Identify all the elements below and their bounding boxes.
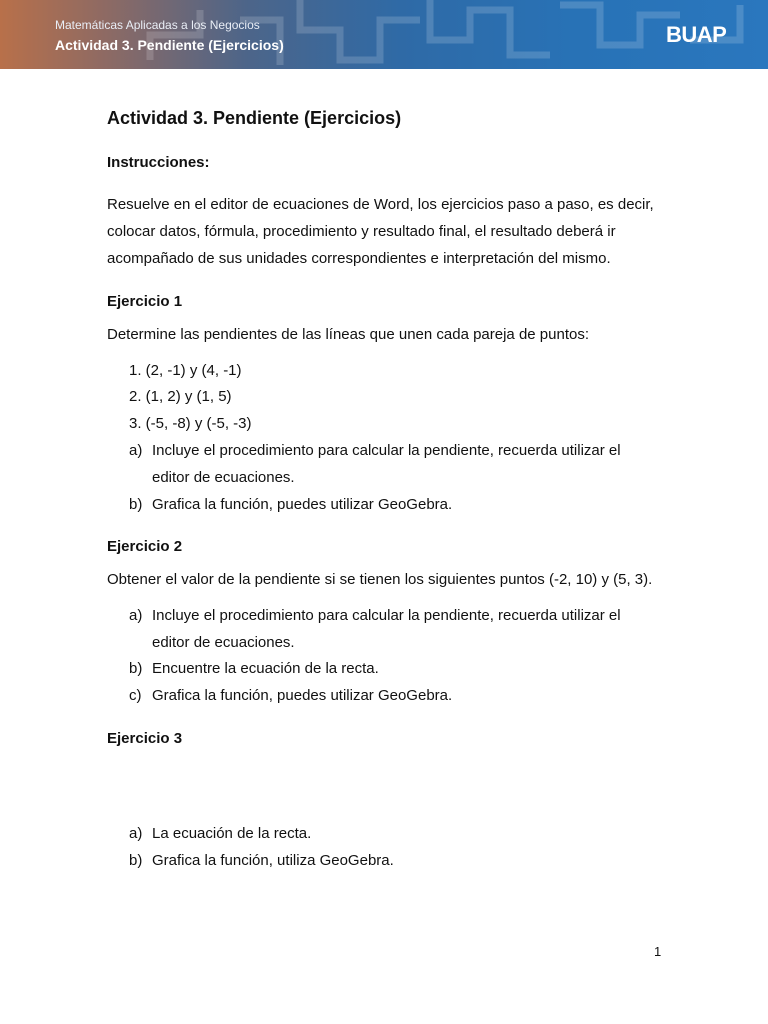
exercise-2-statement: Obtener el valor de la pendiente si se tienen los siguientes puntos (-2, 10) y (5, 3).	[107, 571, 653, 588]
list-marker: a)	[129, 825, 143, 842]
list-marker: b)	[129, 852, 143, 869]
list-item-text: Incluye el procedimiento para calcular la pendiente, recuerda utilizar el	[152, 442, 621, 459]
list-item-text-continued: editor de ecuaciones.	[152, 634, 295, 651]
list-marker: a)	[129, 442, 143, 459]
instructions-line-1: Resuelve en el editor de ecuaciones de Word, los ejercicios paso a paso, es decir,	[107, 196, 654, 213]
list-marker: a)	[129, 607, 143, 624]
list-item-text: Grafica la función, puedes utilizar GeoGebra.	[152, 687, 453, 704]
list-item-text: Incluye el procedimiento para calcular la pendiente, recuerda utilizar el	[152, 607, 621, 624]
list-item-text: Grafica la función, puedes utilizar GeoGebra.	[152, 496, 453, 513]
header-activity-title: Actividad 3. Pendiente (Ejercicios)	[55, 37, 284, 53]
point-pair-3: 3. (-5, -8) y (-5, -3)	[129, 415, 252, 432]
exercise-1-heading: Ejercicio 1	[107, 293, 183, 310]
list-item-text: La ecuación de la recta.	[152, 825, 312, 842]
list-marker: b)	[129, 660, 143, 677]
list-item-text-continued: editor de ecuaciones.	[152, 469, 295, 486]
list-marker: b)	[129, 496, 143, 513]
page-number: 1	[654, 944, 662, 959]
maze-pattern-decoration	[0, 0, 768, 69]
document-header-banner	[0, 0, 768, 69]
exercise-3-heading: Ejercicio 3	[107, 730, 183, 747]
point-pair-1: 1. (2, -1) y (4, -1)	[129, 362, 242, 379]
list-item-text: Encuentre la ecuación de la recta.	[152, 660, 379, 677]
instructions-heading: Instrucciones:	[107, 154, 210, 171]
exercise-1-statement: Determine las pendientes de las líneas que unen cada pareja de puntos:	[107, 326, 589, 343]
buap-logo: BUAP	[666, 22, 727, 47]
exercise-2-heading: Ejercicio 2	[107, 538, 183, 555]
document-title: Actividad 3. Pendiente (Ejercicios)	[107, 108, 402, 128]
instructions-line-2: colocar datos, fórmula, procedimiento y resultado final, el resultado deberá ir	[107, 223, 616, 240]
list-item-text: Grafica la función, utiliza GeoGebra.	[152, 852, 394, 869]
list-marker: c)	[129, 687, 142, 704]
instructions-line-3: acompañado de sus unidades correspondientes e interpretación del mismo.	[107, 250, 611, 267]
point-pair-2: 2. (1, 2) y (1, 5)	[129, 388, 232, 405]
subject-name: Matemáticas Aplicadas a los Negocios	[55, 18, 260, 32]
